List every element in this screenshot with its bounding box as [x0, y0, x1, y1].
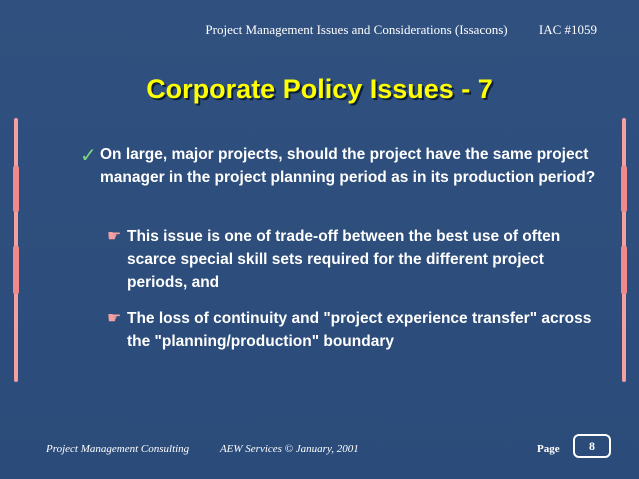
header-code: IAC #1059 — [538, 22, 597, 37]
main-bullet-text: On large, major projects, should the project have the same project manager in the project planning period as in its production period? — [100, 146, 596, 186]
right-decorative-bar — [622, 118, 626, 382]
footer-credit: AEW Services © January, 2001 — [219, 443, 359, 455]
right-bar-segment — [621, 246, 627, 294]
pointing-hand-icon: ☛ — [107, 226, 122, 245]
slide-title: Corporate Policy Issues - 7 — [146, 74, 493, 104]
left-bar-segment — [13, 166, 19, 212]
slide-header — [205, 22, 597, 38]
page-number: 8 — [573, 434, 611, 458]
page-label: Page — [537, 443, 560, 455]
left-bar-segment — [13, 246, 19, 294]
right-bar-segment — [621, 166, 627, 212]
slide-footer — [46, 443, 359, 455]
check-icon: ✓ — [80, 143, 97, 167]
pointing-hand-icon: ☛ — [107, 308, 122, 327]
header-subtitle: Project Management Issues and Considerations (Issacons) — [205, 22, 508, 37]
footer-company: Project Management Consulting — [46, 443, 190, 455]
left-decorative-bar — [14, 118, 18, 382]
sub-bullet-1: This issue is one of trade-off between the best use of often scarce special skill sets required for the different project periods, and — [127, 228, 561, 291]
sub-bullet-2: The loss of continuity and "project experience transfer" across the "planning/production" boundary — [127, 310, 592, 350]
